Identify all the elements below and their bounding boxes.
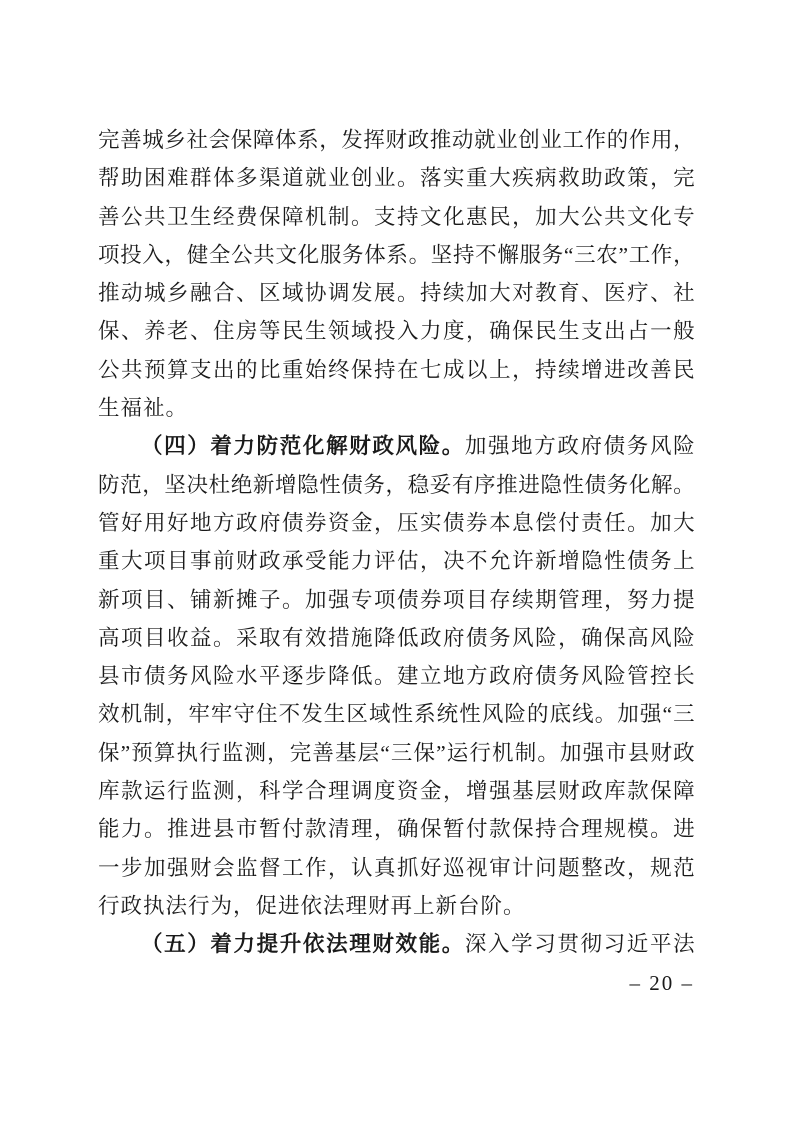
text-line: 高项目收益。采取有效措施降低政府债务风险，确保高风险	[98, 625, 695, 650]
text-block	[98, 121, 695, 964]
text-line: 能力。推进县市暂付款清理，确保暂付款保持合理规模。进	[98, 817, 695, 842]
text-line: 项投入，健全公共文化服务体系。坚持不懈服务“三农”工作，	[98, 242, 695, 267]
text-line: 保、养老、住房等民生领域投入力度，确保民生支出占一般	[98, 319, 695, 344]
text-line: 县市债务风险水平逐步降低。建立地方政府债务风险管控长	[98, 664, 695, 689]
text-line: 完善城乡社会保障体系，发挥财政推动就业创业工作的作用，	[98, 128, 695, 152]
text-line: 新项目、铺新摊子。加强专项债券项目存续期管理，努力提	[98, 587, 695, 612]
text-run: 深入学习贯彻习近平法	[464, 932, 695, 957]
text-line: 公共预算支出的比重始终保持在七成以上，持续增进改善民	[98, 357, 695, 382]
page-number: – 20 –	[629, 971, 694, 995]
text-run: 加强地方政府债务风险	[464, 434, 695, 459]
text-line: 一步加强财会监督工作，认真抓好巡视审计问题整改，规范	[98, 855, 695, 880]
text-line: 防范，坚决杜绝新增隐性债务，稳妥有序推进隐性债务化解。	[98, 472, 695, 497]
text-line	[98, 925, 695, 963]
text-line: 管好用好地方政府债券资金，压实债券本息偿付责任。加大	[98, 510, 695, 535]
section-heading-4: （四）着力防范化解财政风险。	[141, 434, 465, 459]
section-heading-5: （五）着力提升依法理财效能。	[141, 932, 465, 957]
text-line: 重大项目事前财政承受能力评估，决不允许新增隐性债务上	[98, 549, 695, 574]
text-line: 帮助困难群体多渠道就业创业。落实重大疾病救助政策，完	[98, 166, 695, 191]
text-line: 效机制，牢牢守住不发生区域性系统性风险的底线。加强“三	[98, 702, 695, 727]
text-line: 行政执法行为，促进依法理财再上新台阶。	[98, 893, 526, 918]
text-line: 生福祉。	[98, 396, 189, 421]
text-line: 库款运行监测，科学合理调度资金，增强基层财政库款保障	[98, 779, 695, 804]
text-line: 保”预算执行监测，完善基层“三保”运行机制。加强市县财政	[98, 740, 695, 765]
text-line	[98, 427, 695, 465]
text-line: 推动城乡融合、区域协调发展。持续加大对教育、医疗、社	[98, 281, 695, 306]
text-line: 善公共卫生经费保障机制。支持文化惠民，加大公共文化专	[98, 204, 695, 229]
